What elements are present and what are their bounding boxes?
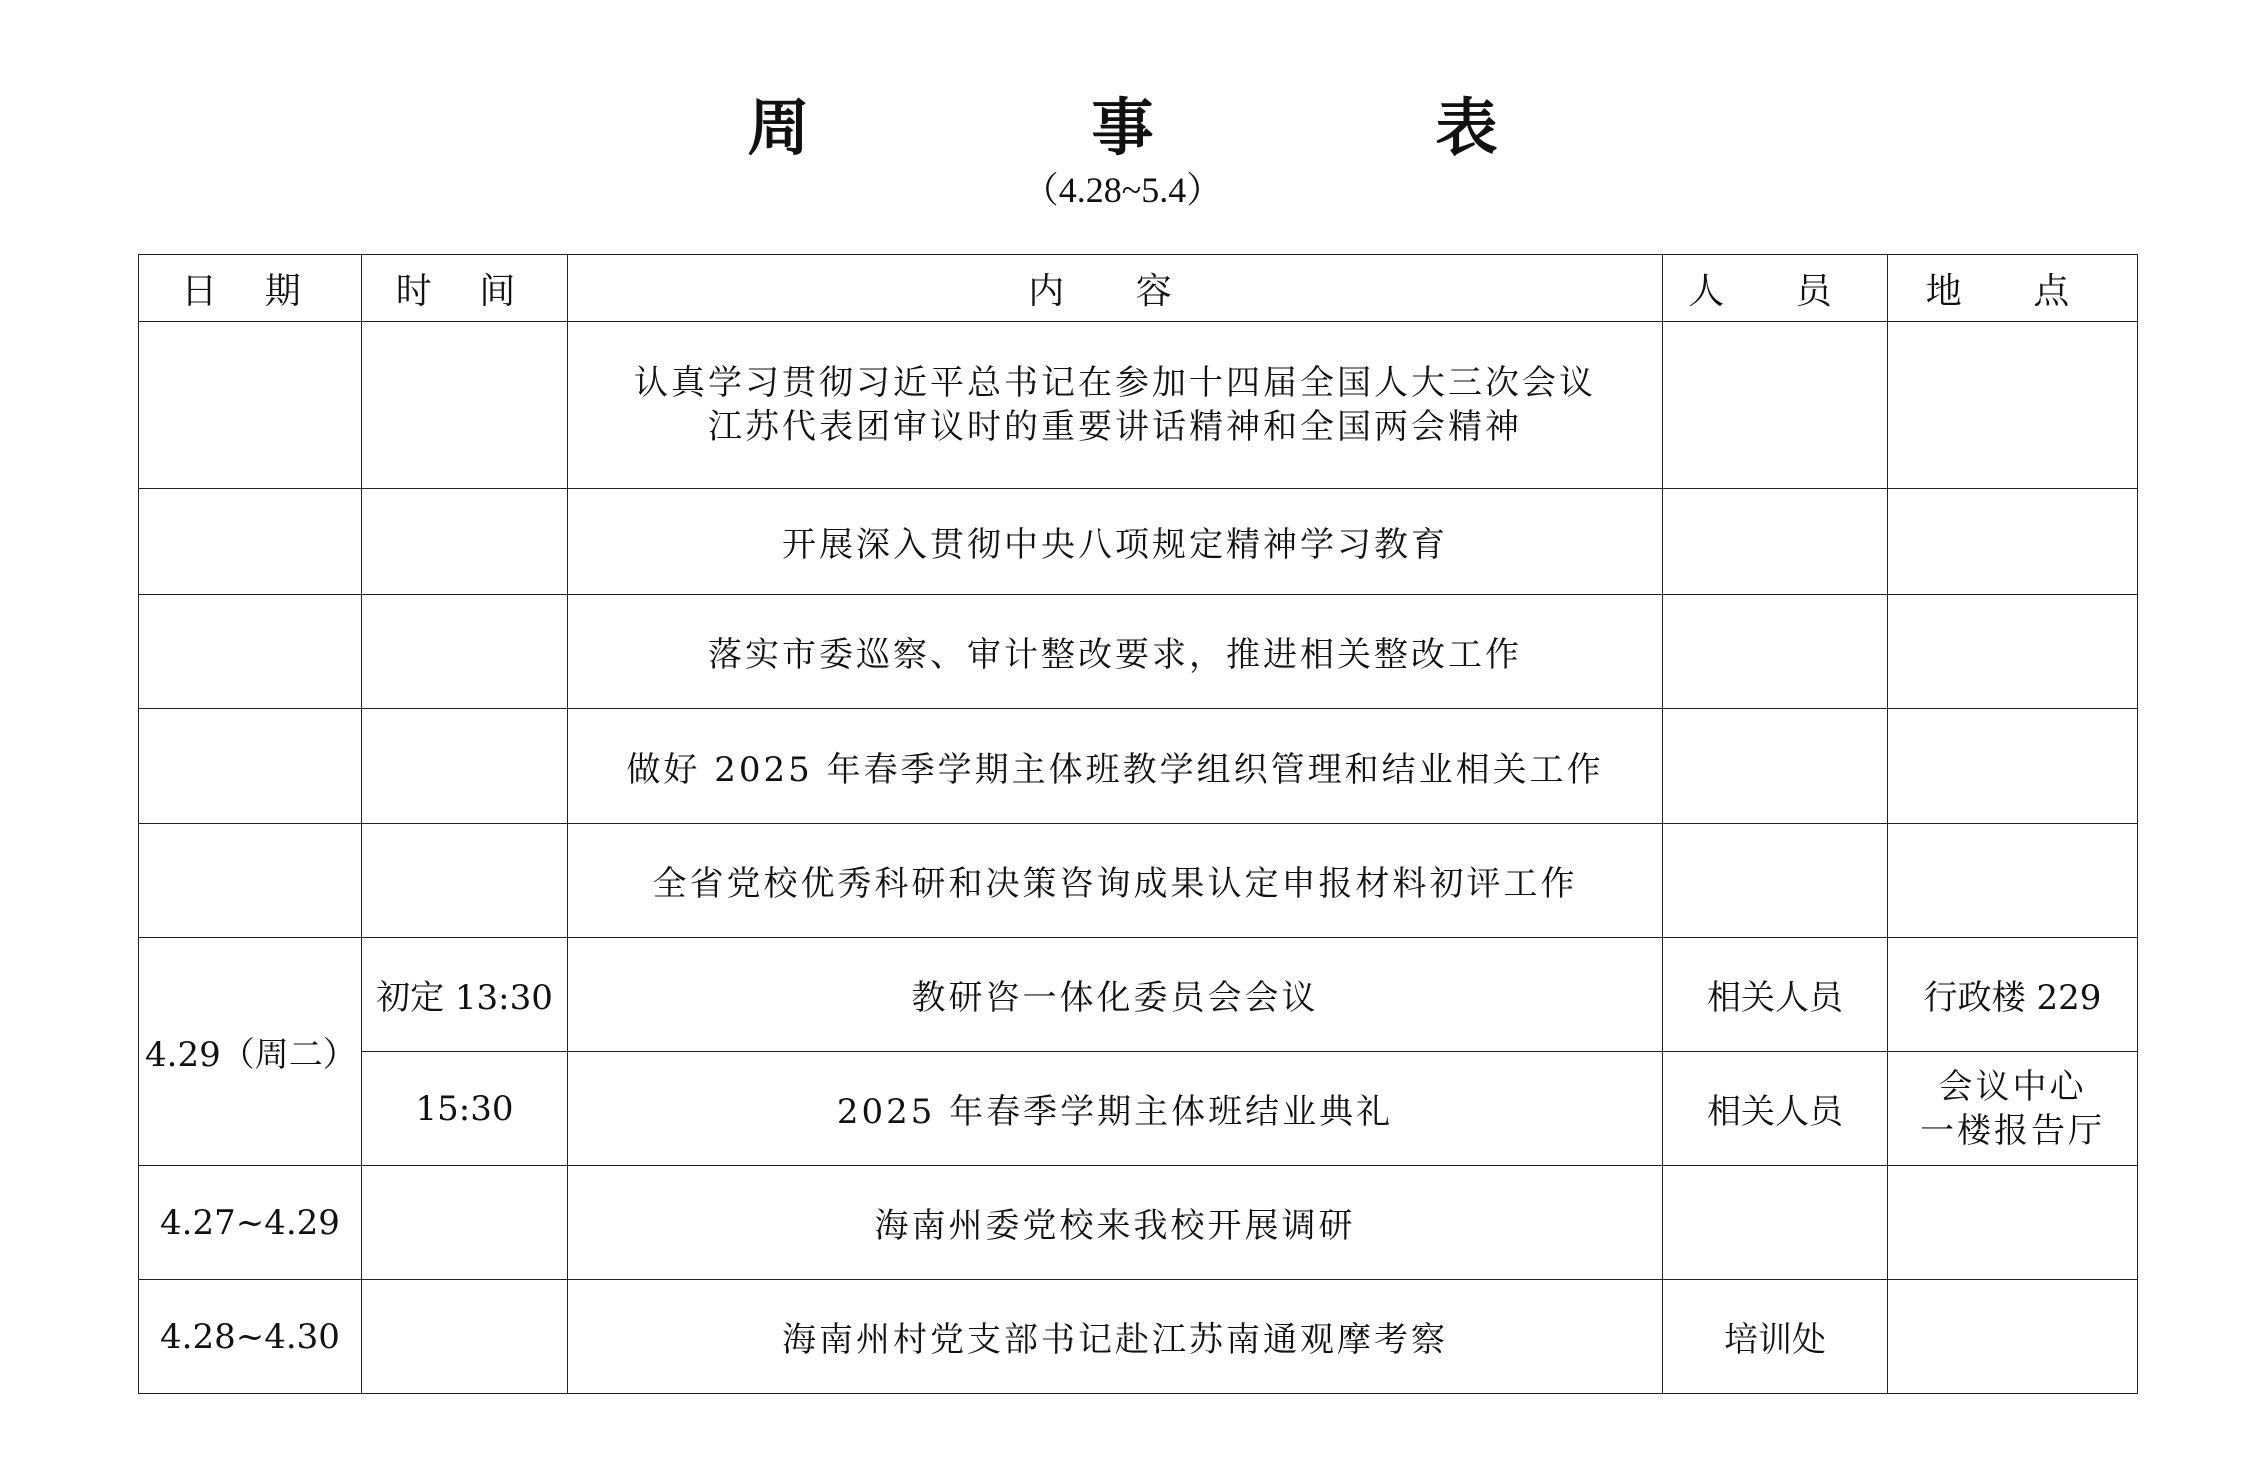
cell-time: 15:30 <box>362 1052 568 1166</box>
cell-date <box>139 709 362 824</box>
cell-content-line2: 江苏代表团审议时的重要讲话精神和全国两会精神 <box>708 407 1522 447</box>
table-row <box>139 322 2138 489</box>
cell-people <box>1663 595 1888 709</box>
table-row <box>139 938 2138 1052</box>
cell-people <box>1663 709 1888 824</box>
cell-date: 4.28~4.30 <box>139 1280 362 1394</box>
cell-people <box>1663 824 1888 938</box>
cell-time <box>362 709 568 824</box>
cell-content: 落实市委巡察、审计整改要求，推进相关整改工作 <box>568 595 1663 709</box>
table-row <box>139 489 2138 595</box>
cell-time <box>362 322 568 489</box>
cell-time <box>362 1166 568 1280</box>
table-row <box>139 595 2138 709</box>
cell-content <box>568 322 1663 489</box>
cell-time <box>362 595 568 709</box>
table-row <box>139 1166 2138 1280</box>
cell-people <box>1663 489 1888 595</box>
cell-place <box>1888 709 2138 824</box>
cell-date <box>139 322 362 489</box>
cell-place-line1: 会议中心 <box>1938 1066 2087 1107</box>
header-people: 人 员 <box>1663 255 1888 322</box>
page-title: 周 事 表 <box>747 91 1608 164</box>
cell-place <box>1888 1052 2138 1166</box>
table-row <box>139 824 2138 938</box>
cell-time: 初定 13:30 <box>362 938 568 1052</box>
cell-date <box>139 824 362 938</box>
cell-people <box>1663 322 1888 489</box>
table-row <box>139 709 2138 824</box>
cell-place <box>1888 1280 2138 1394</box>
cell-content: 海南州村党支部书记赴江苏南通观摩考察 <box>568 1280 1663 1394</box>
cell-date: 4.27~4.29 <box>139 1166 362 1280</box>
cell-people: 相关人员 <box>1663 938 1888 1052</box>
header-time: 时 间 <box>362 255 568 322</box>
cell-content: 做好 2025 年春季学期主体班教学组织管理和结业相关工作 <box>568 709 1663 824</box>
cell-people <box>1663 1166 1888 1280</box>
cell-content: 2025 年春季学期主体班结业典礼 <box>568 1052 1663 1166</box>
table-row <box>139 1052 2138 1166</box>
cell-content: 教研咨一体化委员会会议 <box>568 938 1663 1052</box>
cell-people: 培训处 <box>1663 1280 1888 1394</box>
cell-place <box>1888 824 2138 938</box>
cell-place <box>1888 595 2138 709</box>
cell-time <box>362 1280 568 1394</box>
cell-time <box>362 489 568 595</box>
weekly-schedule-table <box>138 254 2138 1394</box>
cell-place: 行政楼 229 <box>1888 938 2138 1052</box>
cell-place <box>1888 1166 2138 1280</box>
table-row <box>139 1280 2138 1394</box>
date-range-subtitle: （4.28~5.4） <box>1022 170 1223 210</box>
cell-date <box>139 595 362 709</box>
cell-time <box>362 824 568 938</box>
cell-content: 开展深入贯彻中央八项规定精神学习教育 <box>568 489 1663 595</box>
cell-content: 海南州委党校来我校开展调研 <box>568 1166 1663 1280</box>
header-content: 内 容 <box>568 255 1663 322</box>
cell-place-line2: 一楼报告厅 <box>1920 1110 2105 1151</box>
cell-date <box>139 489 362 595</box>
header-date: 日 期 <box>139 255 362 322</box>
cell-content-line1: 认真学习贯彻习近平总书记在参加十四届全国人大三次会议 <box>634 363 1596 403</box>
cell-place <box>1888 489 2138 595</box>
table-header-row <box>139 255 2138 322</box>
header-place: 地 点 <box>1888 255 2138 322</box>
cell-place <box>1888 322 2138 489</box>
cell-people: 相关人员 <box>1663 1052 1888 1166</box>
cell-date: 4.29（周二） <box>139 938 362 1166</box>
cell-content: 全省党校优秀科研和决策咨询成果认定申报材料初评工作 <box>568 824 1663 938</box>
